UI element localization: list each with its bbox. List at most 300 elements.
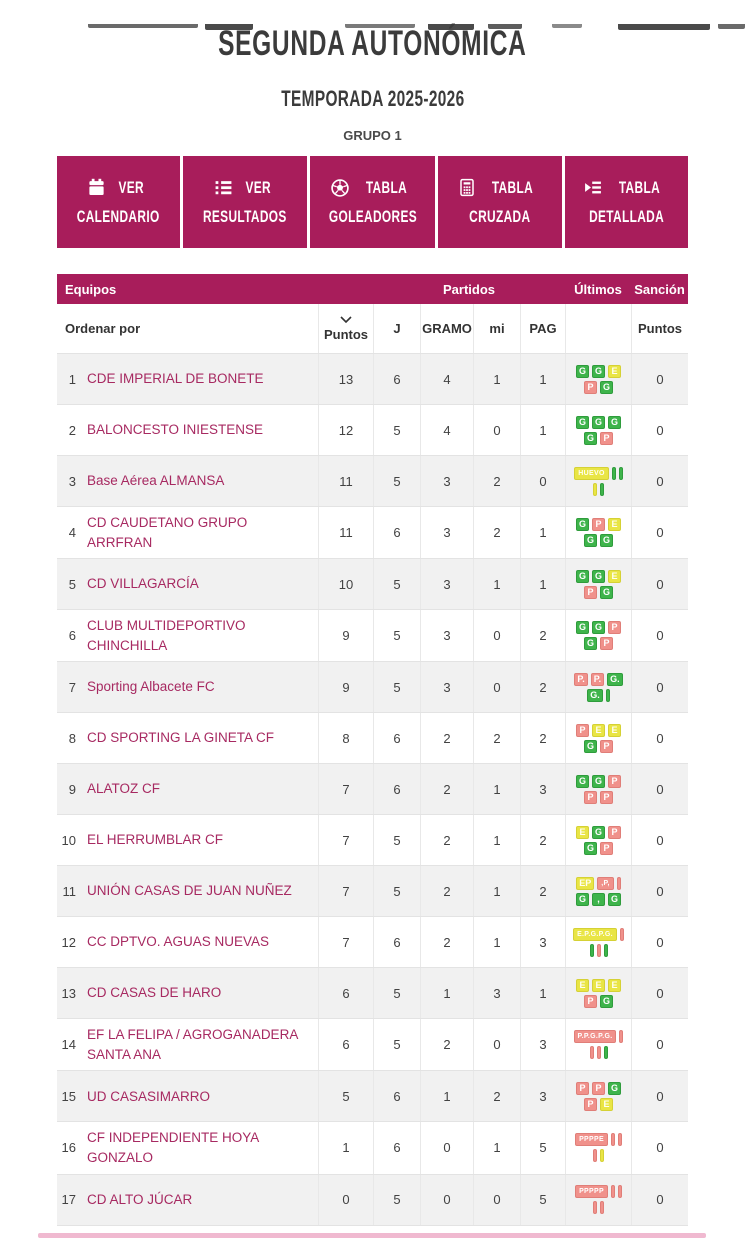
- form-line: [575, 724, 623, 737]
- form-line: [582, 842, 614, 855]
- form-line: [574, 1133, 624, 1146]
- button-tabla-detallada[interactable]: [565, 156, 688, 248]
- stat-pag: 5: [520, 1175, 565, 1225]
- form-line: [592, 483, 606, 496]
- table-row: [57, 713, 688, 764]
- table-row: [57, 968, 688, 1019]
- form-result-bar: [600, 1149, 604, 1162]
- stat-gramo: 0: [420, 1122, 473, 1173]
- position-cell: 9: [68, 781, 76, 797]
- column-header-pag: PAG: [520, 304, 565, 353]
- button-label-line2: CRUZADA: [469, 206, 531, 226]
- team-cell: [83, 405, 318, 455]
- sanction-cell: 0: [631, 405, 688, 455]
- form-result-badge: E.P.G.P.G.: [573, 928, 617, 941]
- button-tabla-goleadores[interactable]: [310, 156, 436, 248]
- stat-j: 5: [373, 866, 420, 916]
- stat-mi: 1: [473, 815, 520, 865]
- team-link[interactable]: CLUB MULTIDEPORTIVO CHINCHILLA: [87, 618, 246, 653]
- detail-list-icon: [583, 178, 603, 197]
- team-cell: [83, 764, 318, 814]
- team-link[interactable]: CD VILLAGARCÍA: [87, 576, 199, 592]
- form-result-badge: G: [592, 570, 605, 583]
- stat-puntos: 7: [318, 917, 373, 967]
- stat-j: 6: [373, 1071, 420, 1121]
- stat-pag: 1: [520, 507, 565, 558]
- form-result-badge: G: [600, 381, 613, 394]
- form-result-badge: E: [576, 826, 589, 839]
- calculator-icon: [458, 178, 476, 197]
- team-link[interactable]: EL HERRUMBLAR CF: [87, 832, 224, 848]
- column-header-j: J: [373, 304, 420, 353]
- last-results-cell: [565, 968, 631, 1018]
- button-label-line1: VER: [245, 177, 271, 197]
- button-label-line1: VER: [118, 177, 145, 197]
- form-result-badge: G: [600, 534, 613, 547]
- team-cell: [83, 713, 318, 763]
- table-row: [57, 662, 688, 713]
- position-cell: 4: [68, 525, 76, 541]
- form-result-badge: G: [608, 893, 621, 906]
- team-link[interactable]: CD ALTO JÚCAR: [87, 1191, 193, 1207]
- sanction-cell: 0: [631, 610, 688, 661]
- stat-pag: 3: [520, 764, 565, 814]
- position-cell: 12: [61, 934, 76, 950]
- position-cell: 6: [68, 628, 76, 644]
- stat-pag: 0: [520, 456, 565, 506]
- stat-pag: 2: [520, 866, 565, 916]
- form-line: [574, 1082, 622, 1095]
- stat-j: 6: [373, 713, 420, 763]
- form-result-badge: G: [584, 534, 597, 547]
- stat-j: 5: [373, 610, 420, 661]
- last-results-cell: [565, 764, 631, 814]
- stat-pag: 2: [520, 713, 565, 763]
- page-title: SEGUNDA AUTONÓMICA: [218, 24, 527, 63]
- team-cell: [83, 1122, 318, 1173]
- form-result-badge: P: [584, 791, 597, 804]
- form-result-badge: E: [608, 570, 621, 583]
- form-result-badge: G: [600, 995, 613, 1008]
- stat-puntos: 6: [318, 968, 373, 1018]
- header-partidos: Partidos: [442, 281, 495, 297]
- stat-gramo: 3: [420, 456, 473, 506]
- form-result-badge: P: [576, 724, 589, 737]
- team-link[interactable]: UNIÓN CASAS DE JUAN NUÑEZ: [87, 883, 292, 899]
- form-result-bar: [590, 1046, 594, 1059]
- form-result-badge: ,P,: [597, 877, 614, 890]
- form-line: [573, 673, 624, 686]
- position-cell: 7: [68, 679, 76, 695]
- table-row: [57, 507, 688, 559]
- stat-puntos: 10: [318, 559, 373, 609]
- team-link[interactable]: Sporting Albacete FC: [87, 679, 215, 695]
- stat-pag: 3: [520, 917, 565, 967]
- stat-gramo: 3: [420, 559, 473, 609]
- cropped-bottom-strip: [38, 1233, 706, 1238]
- table-sub-header: [57, 304, 688, 354]
- stat-gramo: 2: [420, 764, 473, 814]
- form-line: [582, 586, 614, 599]
- last-results-cell: [565, 713, 631, 763]
- form-line: [574, 893, 622, 906]
- stat-pag: 2: [520, 815, 565, 865]
- form-line: [582, 534, 614, 547]
- form-result-badge: P: [584, 586, 597, 599]
- last-results-cell: [565, 405, 631, 455]
- form-result-badge: E: [608, 365, 621, 378]
- team-cell: [83, 456, 318, 506]
- form-result-badge: G: [576, 518, 589, 531]
- form-result-badge: PPPPE: [575, 1133, 608, 1146]
- stat-puntos: 0: [318, 1175, 373, 1225]
- form-result-badge: G: [576, 570, 589, 583]
- form-result-badge: P: [600, 842, 613, 855]
- table-row: [57, 764, 688, 815]
- sanction-cell: 0: [631, 456, 688, 506]
- form-line: [582, 740, 614, 753]
- form-line: [572, 928, 626, 941]
- stat-j: 6: [373, 354, 420, 404]
- form-result-badge: P.P.G.P.G.: [574, 1030, 617, 1043]
- last-results-cell: [565, 456, 631, 506]
- stat-pag: 1: [520, 968, 565, 1018]
- form-line: [582, 637, 614, 650]
- sanction-cell: 0: [631, 1122, 688, 1173]
- last-results-cell: [565, 662, 631, 712]
- form-line: [582, 432, 614, 445]
- form-result-badge: E: [592, 979, 605, 992]
- sanction-cell: 0: [631, 866, 688, 916]
- table-row: [57, 1071, 688, 1122]
- last-results-cell: [565, 610, 631, 661]
- form-result-badge: E: [592, 724, 605, 737]
- button-label-line1: TABLA: [619, 177, 661, 197]
- team-link[interactable]: CF INDEPENDIENTE HOYA GONZALO: [87, 1130, 259, 1165]
- position-cell: 10: [61, 832, 76, 848]
- header-sancion: Sanción: [634, 281, 685, 297]
- season-subtitle: TEMPORADA 2025-2026: [280, 86, 465, 111]
- stat-puntos: 6: [318, 1019, 373, 1070]
- button-ver-resultados[interactable]: [183, 156, 306, 248]
- form-result-bar: [593, 1149, 597, 1162]
- stat-j: 6: [373, 507, 420, 558]
- form-result-badge: G: [584, 432, 597, 445]
- stat-puntos: 13: [318, 354, 373, 404]
- stat-mi: 1: [473, 866, 520, 916]
- stat-j: 6: [373, 764, 420, 814]
- form-line: [588, 944, 609, 957]
- form-result-badge: G: [600, 586, 613, 599]
- form-result-bar: [618, 1185, 622, 1198]
- team-link[interactable]: EF LA FELIPA / AGROGANADERA SANTA ANA: [87, 1027, 298, 1062]
- sanction-cell: 0: [631, 764, 688, 814]
- table-group-header: [57, 274, 688, 304]
- stat-j: 5: [373, 1019, 420, 1070]
- stat-puntos: 12: [318, 405, 373, 455]
- button-label-line2: CALENDARIO: [77, 206, 161, 226]
- column-header-sancion-puntos: Puntos: [631, 304, 688, 353]
- column-header-gramo: GRAMO: [420, 304, 473, 353]
- form-result-badge: G: [592, 621, 605, 634]
- last-results-cell: [565, 559, 631, 609]
- sanction-cell: 0: [631, 354, 688, 404]
- button-label-line1: TABLA: [492, 177, 534, 197]
- form-result-badge: P: [608, 775, 621, 788]
- button-tabla-cruzada[interactable]: [438, 156, 561, 248]
- last-results-cell: [565, 507, 631, 558]
- form-result-badge: P: [600, 432, 613, 445]
- form-result-badge: P: [576, 1082, 589, 1095]
- form-line: [574, 416, 622, 429]
- form-result-badge: P: [584, 995, 597, 1008]
- stat-puntos: 5: [318, 1071, 373, 1121]
- position-cell: 17: [61, 1192, 76, 1207]
- table-row: [57, 456, 688, 507]
- form-result-badge: P: [600, 791, 613, 804]
- stat-puntos: 7: [318, 866, 373, 916]
- stat-puntos: 9: [318, 662, 373, 712]
- position-cell: 16: [61, 1140, 76, 1156]
- sanction-cell: 0: [631, 968, 688, 1018]
- stat-mi: 2: [473, 507, 520, 558]
- position-cell: 11: [62, 883, 76, 899]
- position-cell: 2: [68, 422, 76, 438]
- table-row: [57, 1019, 688, 1071]
- stat-j: 5: [373, 405, 420, 455]
- form-result-badge: ,: [592, 893, 605, 906]
- form-line: [582, 995, 614, 1008]
- sanction-cell: 0: [631, 1175, 688, 1225]
- stat-mi: 0: [473, 610, 520, 661]
- column-header-ultimos-empty: [565, 304, 631, 353]
- form-result-badge: P: [600, 637, 613, 650]
- form-line: [574, 775, 622, 788]
- form-result-badge: P: [600, 740, 613, 753]
- sanction-cell: 0: [631, 507, 688, 558]
- stat-j: 5: [373, 662, 420, 712]
- stat-mi: 1: [473, 1122, 520, 1173]
- team-cell: [83, 559, 318, 609]
- stat-pag: 2: [520, 662, 565, 712]
- column-header-puntos[interactable]: Puntos: [318, 304, 373, 353]
- form-line: [592, 1201, 606, 1214]
- form-result-bar: [620, 928, 624, 941]
- header-ultimos: Últimos: [574, 281, 622, 297]
- sanction-cell: 0: [631, 917, 688, 967]
- stat-mi: 1: [473, 764, 520, 814]
- stat-mi: 0: [473, 662, 520, 712]
- stat-j: 6: [373, 1122, 420, 1173]
- stat-gramo: 2: [420, 713, 473, 763]
- last-results-cell: [565, 354, 631, 404]
- form-line: [588, 1046, 609, 1059]
- table-row: [57, 866, 688, 917]
- list-icon: [214, 178, 233, 197]
- form-result-badge: P: [584, 1098, 597, 1111]
- team-link[interactable]: ALATOZ CF: [87, 781, 161, 797]
- team-link[interactable]: CD CASAS DE HARO: [87, 985, 222, 1001]
- header-equipos: Equipos: [65, 281, 117, 297]
- form-result-badge: G: [584, 740, 597, 753]
- form-result-badge: E: [600, 1098, 613, 1111]
- button-ver-calendario[interactable]: [57, 156, 180, 248]
- form-line: [574, 365, 622, 378]
- position-cell: 1: [68, 371, 76, 387]
- table-row: [57, 405, 688, 456]
- form-result-badge: G: [576, 416, 589, 429]
- sanction-cell: 0: [631, 662, 688, 712]
- form-result-bar: [593, 1201, 597, 1214]
- stat-gramo: 3: [420, 662, 473, 712]
- sanction-cell: 0: [631, 559, 688, 609]
- team-link[interactable]: CC DPTVO. AGUAS NUEVAS: [87, 934, 270, 950]
- form-result-bar: [619, 1030, 623, 1043]
- form-result-badge: P: [608, 621, 621, 634]
- form-result-bar: [604, 1046, 608, 1059]
- form-result-badge: P: [584, 381, 597, 394]
- team-cell: [83, 917, 318, 967]
- form-line: [586, 689, 612, 702]
- team-cell: [83, 354, 318, 404]
- team-link[interactable]: Base Aérea ALMANSA: [87, 473, 225, 489]
- form-result-badge: PPPPP: [575, 1185, 608, 1198]
- last-results-cell: [565, 1122, 631, 1173]
- form-result-bar: [600, 1201, 604, 1214]
- stat-mi: 0: [473, 405, 520, 455]
- stat-mi: 2: [473, 456, 520, 506]
- form-result-bar: [604, 944, 608, 957]
- form-result-bar: [593, 483, 597, 496]
- form-line: [574, 621, 622, 634]
- last-results-cell: [565, 1175, 631, 1225]
- stat-j: 5: [373, 968, 420, 1018]
- calendar-icon: [87, 178, 106, 197]
- form-line: [583, 791, 615, 804]
- position-cell: 5: [68, 576, 76, 592]
- group-label: GRUPO 1: [343, 128, 402, 143]
- stat-gramo: 3: [420, 610, 473, 661]
- last-results-cell: [565, 1071, 631, 1121]
- form-result-bar: [611, 1185, 615, 1198]
- form-line: [575, 877, 623, 890]
- standings-table: [57, 274, 688, 1226]
- form-result-badge: G: [576, 621, 589, 634]
- stat-mi: 0: [473, 1175, 520, 1225]
- position-cell: 14: [61, 1037, 76, 1053]
- form-result-badge: E: [608, 518, 621, 531]
- stat-gramo: 4: [420, 405, 473, 455]
- form-result-badge: P.: [574, 673, 587, 686]
- stat-puntos: 11: [318, 507, 373, 558]
- stat-pag: 1: [520, 405, 565, 455]
- sanction-cell: 0: [631, 1019, 688, 1070]
- stat-j: 5: [373, 559, 420, 609]
- team-cell: [83, 662, 318, 712]
- stat-j: 6: [373, 917, 420, 967]
- stat-mi: 1: [473, 559, 520, 609]
- stat-pag: 3: [520, 1019, 565, 1070]
- team-cell: [83, 507, 318, 558]
- form-line: [592, 1149, 606, 1162]
- form-result-bar: [619, 467, 623, 480]
- position-cell: 3: [68, 473, 76, 489]
- form-result-badge: G: [592, 775, 605, 788]
- form-result-badge: P: [592, 518, 605, 531]
- team-cell: [83, 815, 318, 865]
- sanction-cell: 0: [631, 713, 688, 763]
- form-line: [574, 1185, 624, 1198]
- stat-j: 5: [373, 1175, 420, 1225]
- stat-pag: 3: [520, 1071, 565, 1121]
- stat-gramo: 2: [420, 1019, 473, 1070]
- stat-gramo: 0: [420, 1175, 473, 1225]
- stat-puntos: 1: [318, 1122, 373, 1173]
- form-result-badge: G: [608, 1082, 621, 1095]
- team-link[interactable]: UD CASASIMARRO: [87, 1088, 211, 1104]
- team-cell: [83, 1071, 318, 1121]
- table-row: [57, 1175, 688, 1226]
- table-row: [57, 815, 688, 866]
- form-result-bar: [600, 483, 604, 496]
- column-header-mi: mi: [473, 304, 520, 353]
- form-line: [582, 381, 614, 394]
- form-result-bar: [590, 944, 594, 957]
- stat-puntos: 8: [318, 713, 373, 763]
- button-label-line1: TABLA: [365, 177, 407, 197]
- stat-mi: 1: [473, 917, 520, 967]
- form-result-badge: G: [576, 893, 589, 906]
- stat-mi: 2: [473, 713, 520, 763]
- position-cell: 8: [68, 730, 76, 746]
- form-result-badge: HUEVO: [574, 467, 608, 480]
- button-label-line2: RESULTADOS: [203, 206, 287, 226]
- sort-by-control[interactable]: Ordenar por: [65, 321, 141, 336]
- stat-gramo: 1: [420, 968, 473, 1018]
- button-label-line2: DETALLADA: [588, 206, 664, 226]
- team-link[interactable]: BALONCESTO INIESTENSE: [87, 422, 264, 438]
- form-result-badge: E: [608, 979, 621, 992]
- stat-pag: 2: [520, 610, 565, 661]
- stat-puntos: 11: [318, 456, 373, 506]
- form-result-badge: G: [592, 416, 605, 429]
- stat-gramo: 4: [420, 354, 473, 404]
- team-link[interactable]: CD SPORTING LA GINETA CF: [87, 730, 275, 746]
- stat-puntos: 9: [318, 610, 373, 661]
- stat-j: 5: [373, 815, 420, 865]
- last-results-cell: [565, 1019, 631, 1070]
- form-result-badge: G.: [587, 689, 603, 702]
- table-row: [57, 1122, 688, 1174]
- sanction-cell: 0: [631, 1071, 688, 1121]
- form-result-badge: G: [584, 842, 597, 855]
- team-cell: [83, 968, 318, 1018]
- form-result-badge: E: [608, 724, 621, 737]
- table-row: [57, 917, 688, 968]
- stat-j: 5: [373, 456, 420, 506]
- stat-mi: 0: [473, 1019, 520, 1070]
- form-result-bar: [612, 467, 616, 480]
- team-link[interactable]: CD CAUDETANO GRUPO ARRFRAN: [87, 515, 248, 550]
- position-cell: 15: [61, 1088, 76, 1104]
- form-result-badge: G: [592, 365, 605, 378]
- sanction-cell: 0: [631, 815, 688, 865]
- team-cell: [83, 1175, 318, 1225]
- team-link[interactable]: CDE IMPERIAL DE BONETE: [87, 371, 264, 387]
- form-line: [575, 979, 623, 992]
- stat-puntos: 7: [318, 815, 373, 865]
- form-result-badge: P.: [591, 673, 604, 686]
